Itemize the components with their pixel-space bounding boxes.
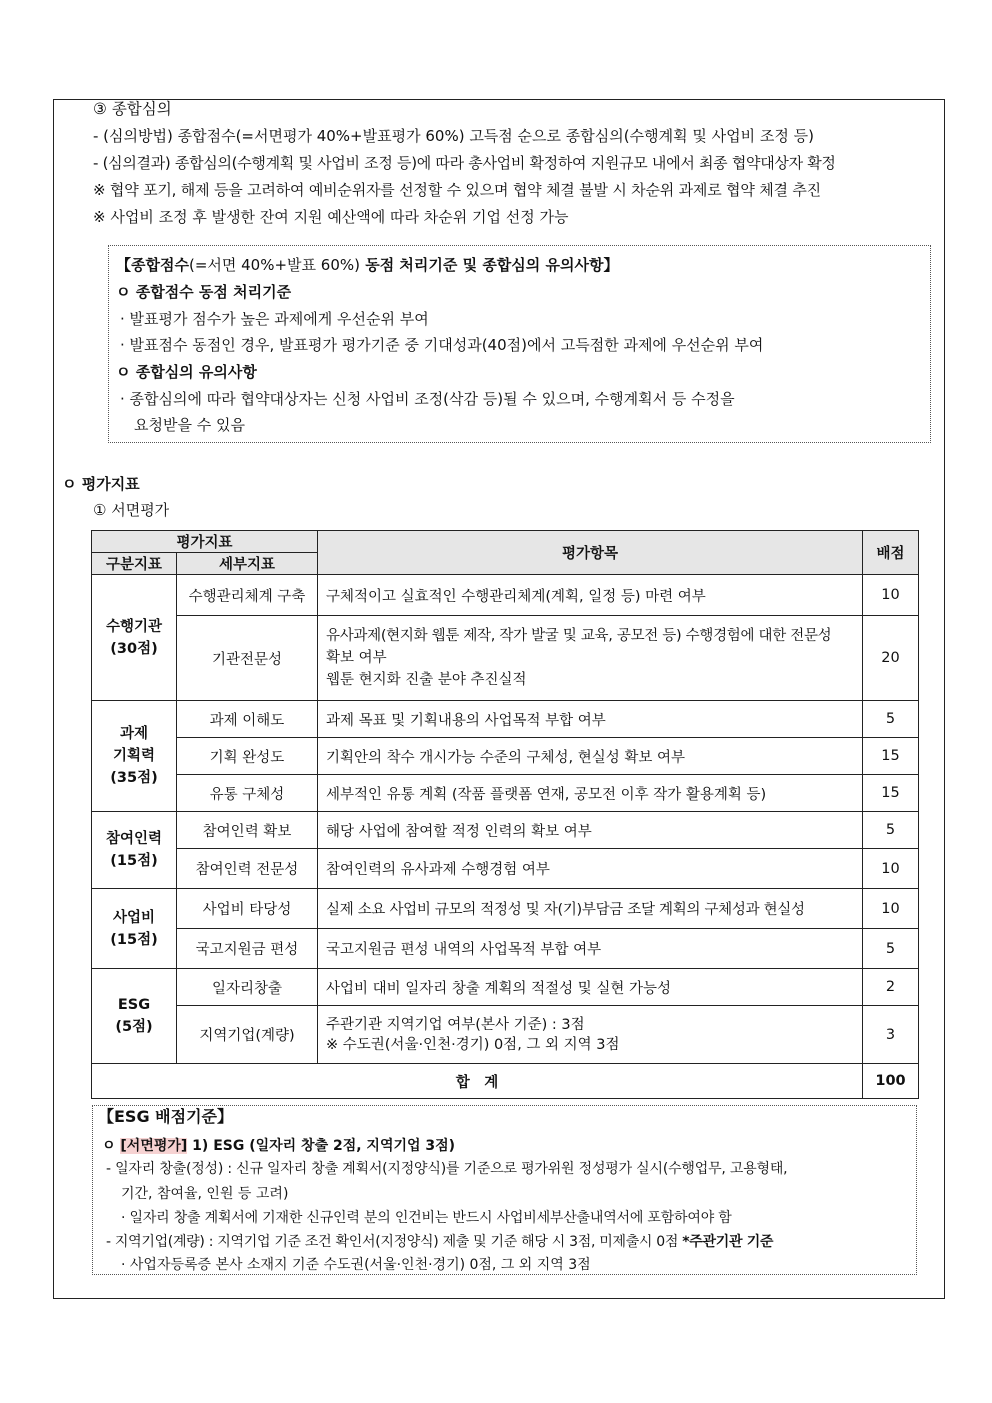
category-label: 기획력 (112, 748, 156, 764)
review-notes-heading: ㅇ 종합심의 유의사항 (116, 363, 257, 381)
review-note-reserve: ※ 협약 포기, 해제 등을 고려하여 예비순위자를 선정할 수 있으며 협약 체결 불발 시 차순위 과제로 협약 체결 추진 (93, 181, 821, 199)
esg-line-capital-area: · 사업자등록증 본사 소재지 기준 수도권(서울·인천·경기) 0점, 그 외 지역 3점 (121, 1257, 591, 1273)
table-row (92, 812, 919, 849)
item-cell: 실제 소요 사업비 규모의 적정성 및 자(기)부담금 조달 계획의 구체성과 현실성 (318, 889, 863, 929)
tiebreak-sub-heading: ㅇ 종합점수 동점 처리기준 (116, 283, 292, 301)
category-label: 참여인력 (105, 831, 163, 847)
score-cell: 3 (863, 1006, 919, 1064)
score-cell: 10 (863, 575, 919, 616)
review-notes-item-line1: · 종합심의에 따라 협약대상자는 신청 사업비 조정(삭감 등)될 수 있으며, 수행계획서 등 수정을 (120, 390, 735, 408)
tiebreak-title-part2: (=서면 40%+발표 60%) (188, 256, 360, 274)
item-cell: 구체적이고 실효적인 수행관리체계(계획, 일정 등) 마련 여부 (318, 575, 863, 616)
category-label: ESG (117, 997, 151, 1013)
esg-line-job-creation-cont: 기간, 참여율, 인원 등 고려) (121, 1186, 289, 1202)
table-row (92, 849, 919, 889)
review-item-result: - (심의결과) 종합심의(수행계획 및 사업비 조정 등)에 따라 총사업비 확정하여 지원규모 내에서 최종 협약대상자 확정 (93, 154, 836, 172)
esg-line-job-creation: - 일자리 창출(정성) : 신규 일자리 창출 계획서(지정양식)를 기준으로 평가위원 정성평가 실시(수행업무, 고용형태, (106, 1161, 788, 1177)
eval-section-heading: ㅇ 평가지표 (62, 475, 140, 493)
review-item-method: - (심의방법) 종합점수(=서면평가 40%+발표평가 60%) 고득점 순으로 종합심의(수행계획 및 사업비 조정 등) (93, 127, 814, 145)
category-label: 과제 (119, 726, 148, 742)
header-detail: 세부지표 (177, 553, 318, 575)
item-line: ※ 수도권(서울·인천·경기) 0점, 그 외 지역 3점 (326, 1036, 620, 1053)
score-cell: 5 (863, 701, 919, 738)
score-cell: 5 (863, 929, 919, 969)
category-label: 수행기관 (105, 618, 163, 635)
category-points: (35점) (110, 770, 158, 786)
category-points: (30점) (110, 640, 158, 657)
category-points: (15점) (110, 931, 158, 948)
category-label: 사업비 (112, 909, 156, 926)
tiebreak-box-title (116, 255, 618, 275)
category-cell (92, 701, 177, 812)
item-cell: 해당 사업에 참여할 적정 인력의 확보 여부 (318, 812, 863, 849)
category-cell (92, 969, 177, 1064)
review-notes-item-line2: 요청받을 수 있음 (134, 416, 245, 434)
table-row (92, 929, 919, 969)
score-cell: 15 (863, 775, 919, 812)
detail-cell: 참여인력 전문성 (177, 849, 318, 889)
score-cell: 5 (863, 812, 919, 849)
detail-cell: 국고지원금 편성 (177, 929, 318, 969)
table-row (92, 889, 919, 929)
total-score: 100 (863, 1064, 919, 1099)
detail-cell: 참여인력 확보 (177, 812, 318, 849)
score-cell: 10 (863, 849, 919, 889)
section-heading-review: ③ 종합심의 (93, 100, 172, 118)
score-cell: 10 (863, 889, 919, 929)
esg-line-regional (106, 1232, 773, 1252)
score-cell: 2 (863, 969, 919, 1006)
table-row (92, 701, 919, 738)
score-cell: 20 (863, 616, 919, 701)
table-row (92, 575, 919, 616)
esg-bullet-text: 1) ESG (일자리 창출 2점, 지역기업 3점) (187, 1138, 456, 1154)
category-cell (92, 575, 177, 701)
detail-cell: 기획 완성도 (177, 738, 318, 775)
item-cell: 참여인력의 유사과제 수행경험 여부 (318, 849, 863, 889)
total-label: 합 계 (92, 1064, 863, 1099)
detail-cell: 과제 이해도 (177, 701, 318, 738)
esg-bullet (102, 1136, 455, 1156)
detail-cell: 유통 구체성 (177, 775, 318, 812)
item-cell (318, 1006, 863, 1064)
table-row (92, 775, 919, 812)
detail-cell: 수행관리체계 구축 (177, 575, 318, 616)
esg-regional-basis: *주관기관 기준 (682, 1234, 774, 1250)
review-note-budget: ※ 사업비 조정 후 발생한 잔여 지원 예산액에 따라 차순위 기업 선정 가능 (93, 208, 569, 226)
item-cell: 기획안의 착수 개시가능 수준의 구체성, 현실성 확보 여부 (318, 738, 863, 775)
item-cell: 세부적인 유통 계획 (작품 플랫폼 연재, 공모전 이후 작가 활용계획 등) (318, 775, 863, 812)
header-item: 평가항목 (318, 531, 863, 575)
item-cell (318, 616, 863, 701)
tiebreak-item-2: · 발표점수 동점인 경우, 발표평가 평가기준 중 기대성과(40점)에서 고득점한 과제에 우선순위 부여 (120, 336, 764, 354)
total-row (92, 1064, 919, 1099)
item-line: 확보 여부 (326, 650, 387, 666)
detail-cell: 기관전문성 (177, 616, 318, 701)
category-points: (5점) (115, 1019, 153, 1035)
item-cell: 과제 목표 및 기획내용의 사업목적 부합 여부 (318, 701, 863, 738)
item-cell: 국고지원금 편성 내역의 사업목적 부합 여부 (318, 929, 863, 969)
item-line: 주관기관 지역기업 여부(본사 기준) : 3점 (326, 1016, 585, 1033)
category-cell (92, 889, 177, 969)
score-cell: 15 (863, 738, 919, 775)
tiebreak-title-part3: 동점 처리기준 및 종합심의 유의사항】 (360, 256, 619, 274)
category-points: (15점) (110, 853, 158, 869)
tiebreak-item-1: · 발표평가 점수가 높은 과제에게 우선순위 부여 (120, 310, 429, 328)
table-row (92, 1006, 919, 1064)
esg-line-labor-cost: · 일자리 창출 계획서에 기재한 신규인력 분의 인건비는 반드시 사업비세부산출내역서에 포함하여야 함 (121, 1210, 732, 1226)
table-row (92, 969, 919, 1006)
esg-box-title: 【ESG 배점기준】 (98, 1107, 233, 1126)
detail-cell: 일자리창출 (177, 969, 318, 1006)
detail-cell: 지역기업(계량) (177, 1006, 318, 1064)
category-cell (92, 812, 177, 889)
tiebreak-title-part1: 【종합점수 (116, 256, 189, 274)
eval-subheading-written: ① 서면평가 (93, 501, 170, 519)
table-row (92, 738, 919, 775)
esg-regional-text: - 지역기업(계량) : 지역기업 기준 조건 확인서(지정양식) 제출 및 기준 해당 시 3점, 미제출시 0점 (106, 1234, 683, 1250)
detail-cell: 사업비 타당성 (177, 889, 318, 929)
header-score: 배점 (863, 531, 919, 575)
esg-bullet-marker: ㅇ (102, 1138, 121, 1154)
table-row (92, 616, 919, 701)
item-cell: 사업비 대비 일자리 창출 계획의 적절성 및 실현 가능성 (318, 969, 863, 1006)
header-indicator: 평가지표 (92, 531, 318, 553)
item-line: 유사과제(현지화 웹툰 제작, 작가 발굴 및 교육, 공모전 등) 수행경험에 대한 전문성 (326, 628, 832, 644)
evaluation-table (91, 530, 919, 1099)
item-line: 웹툰 현지화 진출 분야 추진실적 (326, 672, 527, 688)
esg-written-eval-tag: [서면평가] (120, 1138, 188, 1154)
header-category: 구분지표 (92, 553, 177, 575)
